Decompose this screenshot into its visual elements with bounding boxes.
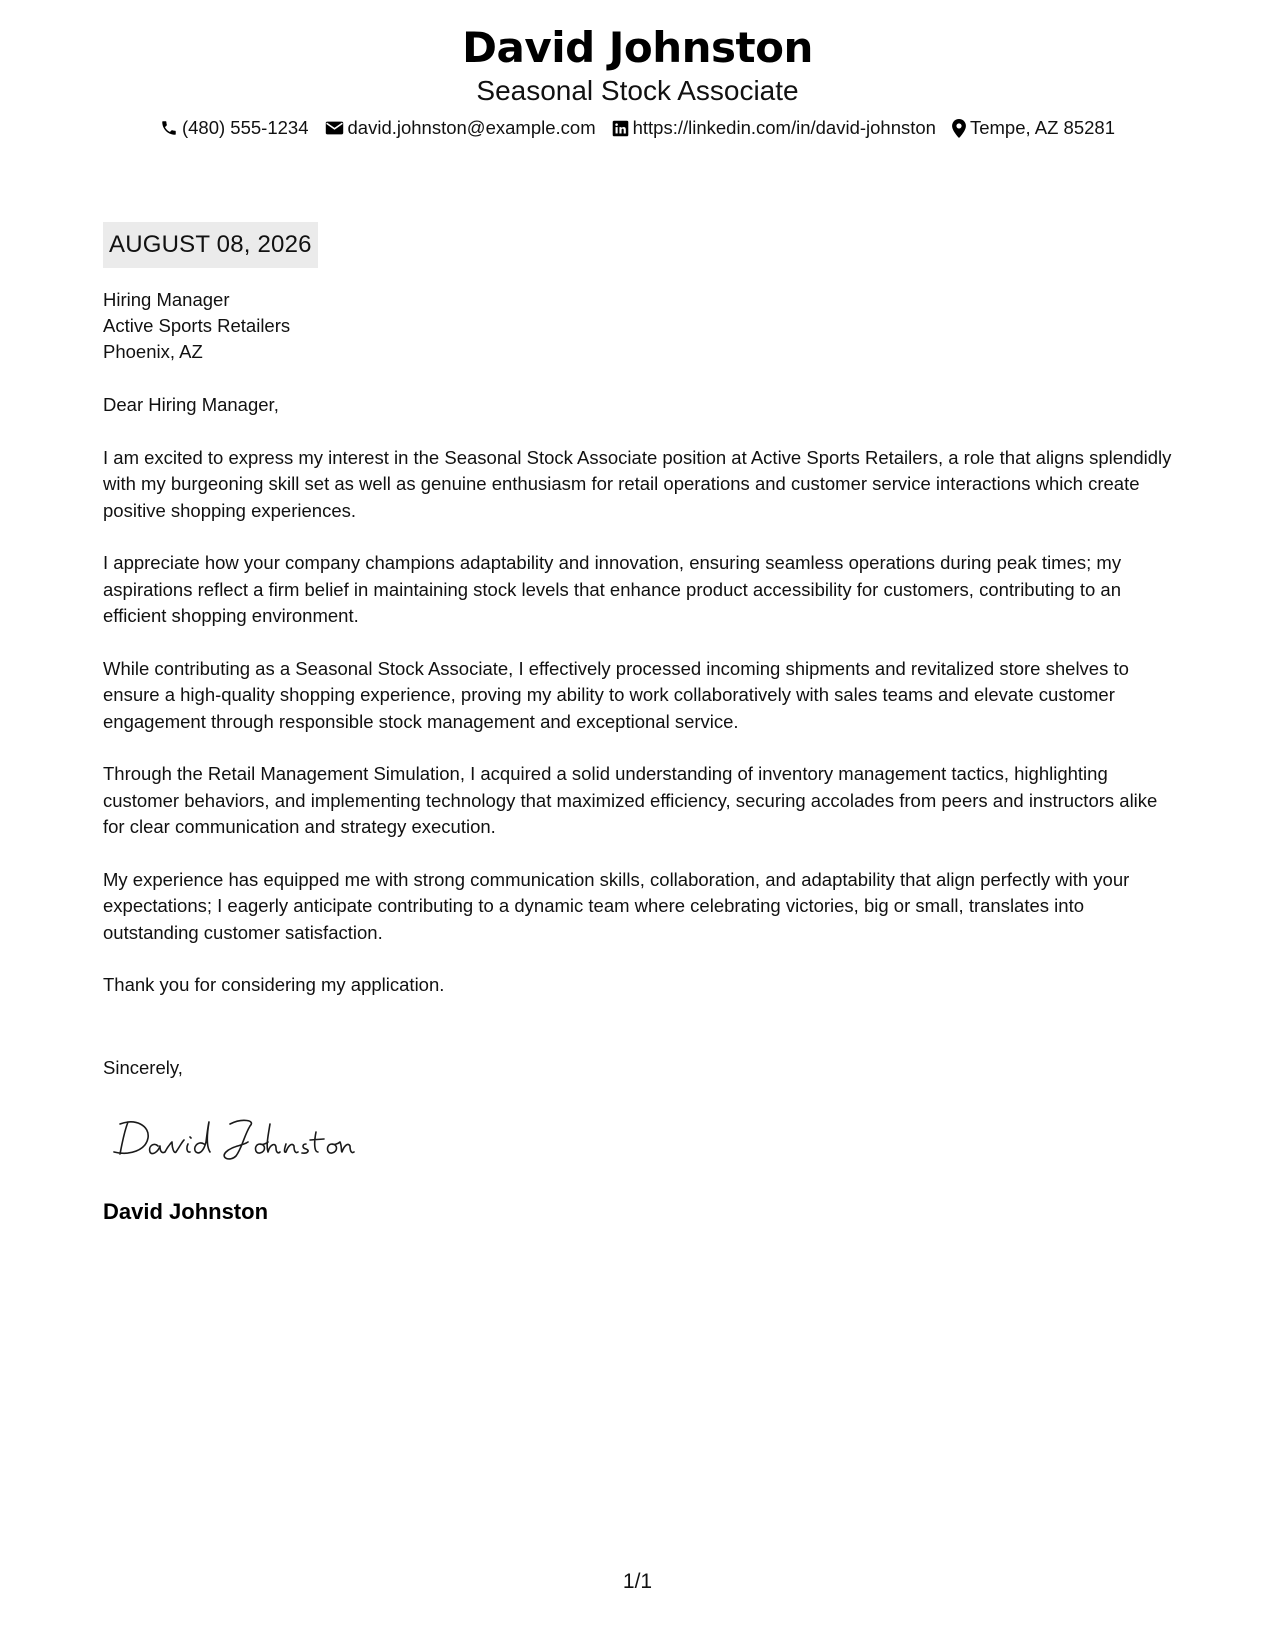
- recipient-block: [103, 287, 290, 365]
- recipient-line: Phoenix, AZ: [103, 341, 203, 362]
- phone-icon: [160, 119, 178, 137]
- handwritten-signature: [110, 1112, 360, 1162]
- letter-date: AUGUST 08, 2026: [103, 222, 318, 268]
- envelope-icon: [325, 120, 344, 136]
- salutation: Dear Hiring Manager,: [103, 394, 279, 415]
- body-paragraph: While contributing as a Seasonal Stock Associate, I effectively processed incoming shipments and revitalized store shelves to ensure a high-quality shopping experience, proving my ability to work collaboratively with sales teams and elevate customer engagement through responsible stock management and exceptional service.: [103, 657, 1129, 732]
- body-paragraph: My experience has equipped me with strong communication skills, collaboration, and adaptability that align perfectly with your expectations; I eagerly anticipate contributing to a dynamic team where celebrating victories, big or small, translates into outstanding customer satisfaction.: [103, 868, 1130, 943]
- email-link[interactable]: david.johnston@example.com: [347, 117, 596, 138]
- thanks-line: Thank you for considering my application.: [103, 974, 445, 995]
- body-paragraph: I am excited to express my interest in the Seasonal Stock Associate position at Active Sports Retailers, a role that aligns splendidly with my burgeoning skill set as well as genuine enthusiasm for retail operations and customer service interactions which create positive shopping experiences.: [103, 446, 1172, 521]
- applicant-name: David Johnston: [462, 23, 813, 72]
- contact-linkedin: [612, 116, 936, 140]
- phone-text: (480) 555-1234: [181, 117, 309, 138]
- contact-location: [952, 116, 1115, 140]
- contact-phone: [160, 116, 309, 140]
- letter-body: [103, 392, 1173, 1025]
- recipient-line: Hiring Manager: [103, 289, 230, 310]
- signer-name: David Johnston: [103, 1199, 269, 1224]
- recipient-line: Active Sports Retailers: [103, 315, 291, 336]
- linkedin-link[interactable]: https://linkedin.com/in/david-johnston: [632, 117, 936, 138]
- page-number: 1/1: [622, 1570, 653, 1593]
- contact-email: [325, 116, 596, 140]
- letter-header: [0, 22, 1275, 140]
- linkedin-icon: [612, 120, 629, 137]
- applicant-job-title: Seasonal Stock Associate: [476, 75, 799, 106]
- location-text: Tempe, AZ 85281: [969, 117, 1115, 138]
- contact-bar: [0, 116, 1275, 140]
- closing-phrase: Sincerely,: [103, 1057, 183, 1078]
- body-paragraph: I appreciate how your company champions adaptability and innovation, ensuring seamless operations during peak times; my aspirations reflect a firm belief in maintaining stock levels that enhance product accessibility for customers, contributing to an efficient shopping environment.: [103, 552, 1122, 626]
- map-pin-icon: [952, 119, 966, 138]
- body-paragraph: Through the Retail Management Simulation, I acquired a solid understanding of inventory management tactics, highlighting customer behaviors, and implementing technology that maximized efficiency, securing accolades from peers and instructors alike for clear communication and strategy execution.: [103, 763, 1158, 837]
